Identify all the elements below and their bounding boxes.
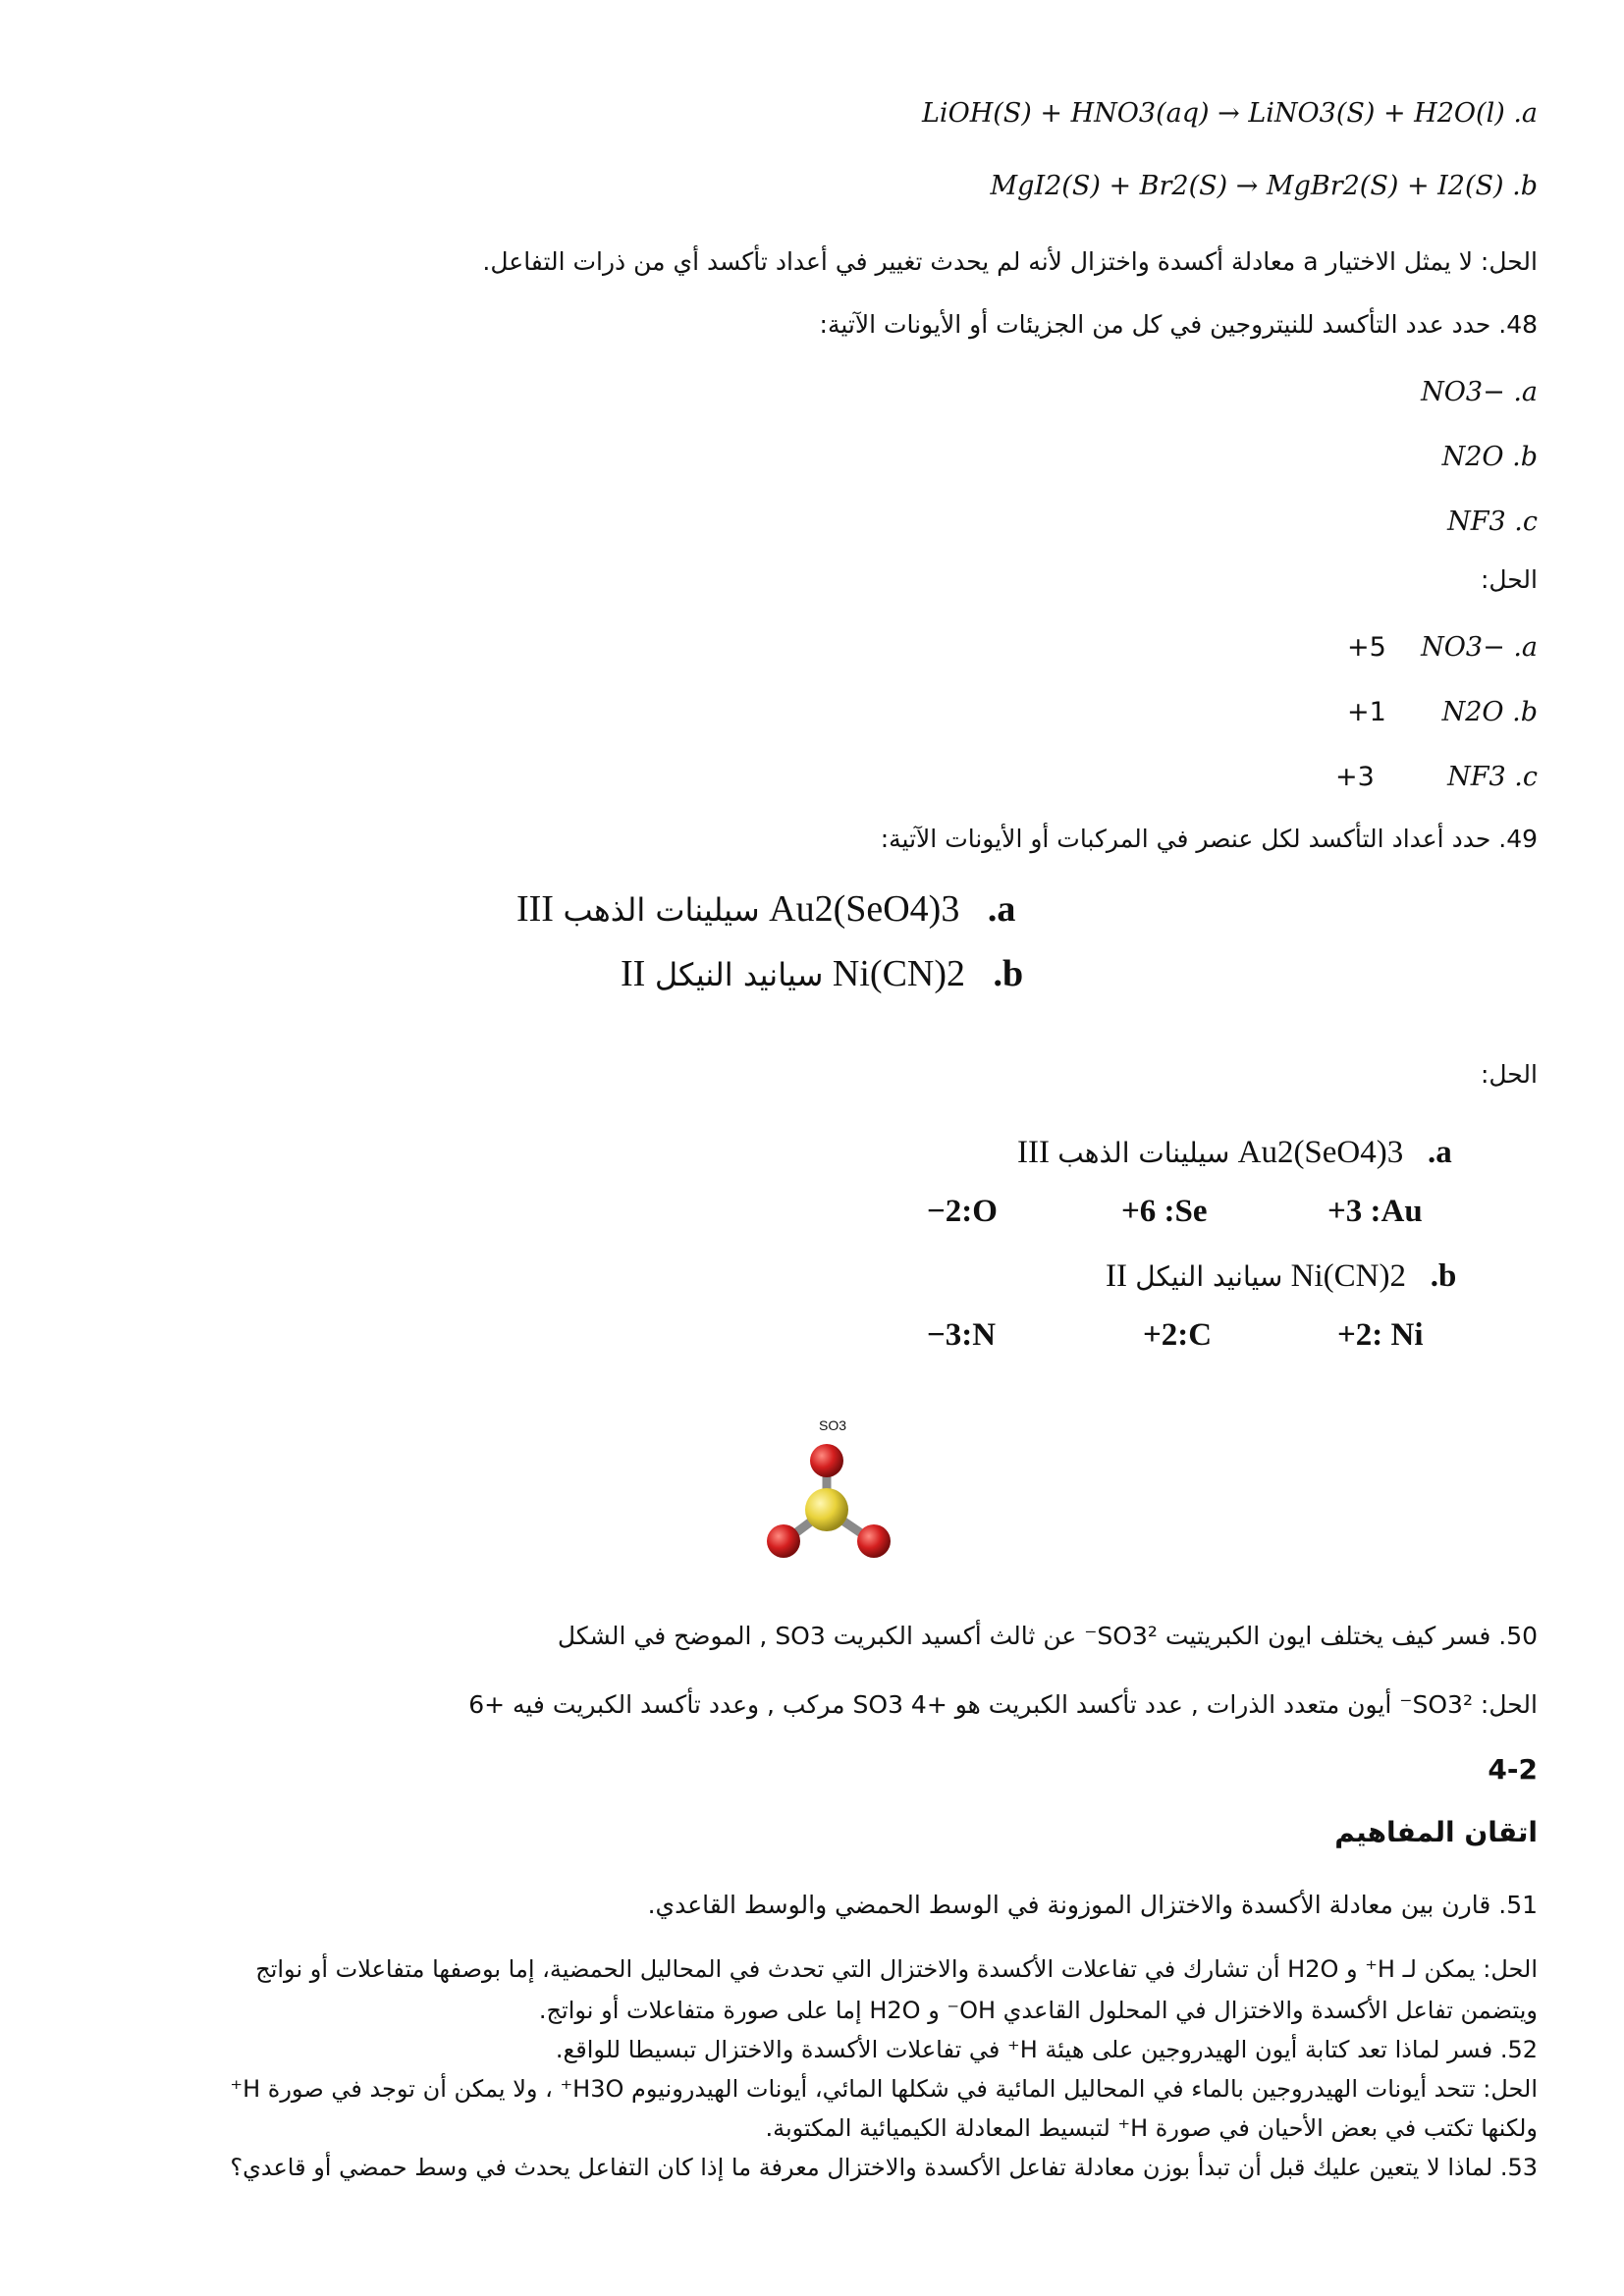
- q50-answer: الحل: SO3²⁻ أيون متعدد الذرات , عدد تأكسد الكبريت هو +4 SO3 مركب , وعدد تأكسد الكبريت فيه +6: [468, 1690, 1538, 1719]
- q50-question: 50. فسر كيف يختلف ايون الكبريتيت SO3²⁻ عن ثالث أكسيد الكبريت SO3 , الموضح في الشكل: [557, 1622, 1538, 1650]
- q48-sol-c: NF3 .c: [1447, 762, 1538, 792]
- q49-item-b-roman: II: [621, 953, 646, 994]
- q49-item-a-roman: III: [516, 888, 554, 930]
- q53-question: 53. لماذا لا يتعين عليك قبل أن تبدأ بوزن معادلة تفاعل الأكسدة والاختزال معرفة ما إذا كان التفاعل يحدث في وسط حمضي أو قاعدي؟: [230, 2154, 1538, 2181]
- q49-sol-b-head-formula: Ni(CN)2: [1290, 1258, 1406, 1294]
- q49-sol-b-carbon: +2:C: [1143, 1317, 1213, 1353]
- q48-sol-b-value: +1: [1347, 697, 1386, 727]
- section-number: 4-2: [1488, 1753, 1538, 1786]
- q52-answer-line1: الحل: تتحد أيونات الهيدروجين بالماء في المحاليل المائية في شكلها المائي، أيونات الهيدرونيوم H3O⁺ ، ولا يمكن أن توجد في صورة H⁺: [230, 2075, 1538, 2103]
- so3-sulfur-atom: [805, 1488, 848, 1531]
- q49-item-b-name: سيانيد النيكل: [654, 956, 824, 993]
- section-title: اتقان المفاهيم: [1334, 1816, 1538, 1848]
- q49-item-b-formula: Ni(CN)2: [832, 953, 966, 994]
- q49-item-a-letter: .a: [987, 888, 1016, 930]
- q49-sol-b-nitrogen: −3:N: [927, 1317, 997, 1353]
- q51-answer-line1: الحل: يمكن لـ H⁺ و H2O أن تشارك في تفاعلات الأكسدة والاختزال التي تحدث في المحاليل الحمضية، إما بوصفها متفاعلات أو نواتج: [255, 1955, 1538, 1983]
- so3-oxygen-atom-top: [810, 1444, 843, 1477]
- q49-sol-b-nickel: +2: Ni: [1337, 1317, 1424, 1353]
- so3-figure-label: SO3: [819, 1417, 847, 1433]
- q47-equation-b: MgI2(S) + Br2(S) → MgBr2(S) + I2(S) .b: [990, 171, 1538, 201]
- q48-item-c: NF3 .c: [1447, 507, 1538, 537]
- q49-sol-a-head-formula: Au2(SeO4)3: [1237, 1135, 1404, 1170]
- q48-item-b: N2O .b: [1441, 442, 1538, 472]
- q52-answer-line2: ولكنها تكتب في بعض الأحيان في صورة H⁺ لتبسيط المعادلة الكيميائية المكتوبة.: [765, 2114, 1538, 2142]
- q48-item-a: NO3− .a: [1421, 377, 1538, 407]
- q49-sol-b-head: [1106, 1258, 1456, 1295]
- q49-sol-b-head-name: سيانيد النيكل: [1135, 1260, 1283, 1293]
- q49-sol-a-gold: +3 :Au: [1327, 1194, 1423, 1229]
- q49-sol-a-head-name: سيلينات الذهب: [1057, 1137, 1230, 1169]
- q49-question: 49. حدد أعداد التأكسد لكل عنصر في المركبات أو الأيونات الآتية:: [880, 825, 1538, 853]
- q48-sol-a-value: +5: [1347, 632, 1386, 663]
- q49-item-b: [621, 952, 1023, 995]
- q49-sol-a-selenium: +6 :Se: [1121, 1194, 1208, 1229]
- q51-answer-line2: ويتضمن تفاعل الأكسدة والاختزال في المحلول القاعدي OH⁻ و H2O إما على صورة متفاعلات أو نواتج.: [538, 1997, 1538, 2024]
- q49-sol-b-head-roman: II: [1106, 1258, 1127, 1294]
- q48-sol-a: NO3− .a: [1421, 632, 1538, 663]
- so3-molecule-figure: [756, 1433, 903, 1580]
- q49-item-b-letter: .b: [993, 953, 1024, 994]
- q48-solution-label: الحل:: [1480, 565, 1538, 594]
- so3-oxygen-atom-right: [857, 1524, 891, 1558]
- so3-oxygen-atom-left: [767, 1524, 800, 1558]
- q49-sol-a-head-letter: .a: [1428, 1135, 1452, 1170]
- q49-sol-a-head: [1017, 1135, 1452, 1171]
- q49-sol-b-head-letter: .b: [1430, 1258, 1457, 1294]
- q49-solution-label: الحل:: [1480, 1060, 1538, 1089]
- q49-sol-a-oxygen: −2:O: [927, 1194, 998, 1229]
- q49-item-a-formula: Au2(SeO4)3: [769, 888, 960, 930]
- q48-sol-c-value: +3: [1335, 762, 1375, 792]
- q47-equation-a: LiOH(S) + HNO3(aq) → LiNO3(S) + H2O(l) .a: [922, 98, 1538, 129]
- q49-item-a: [516, 887, 1015, 931]
- q49-item-a-name: سيلينات الذهب: [563, 891, 760, 929]
- q47-answer: الحل: لا يمثل الاختيار a معادلة أكسدة واختزال لأنه لم يحدث تغيير في أعداد تأكسد أي من ذرات التفاعل.: [482, 247, 1538, 276]
- q48-question: 48. حدد عدد التأكسد للنيتروجين في كل من الجزيئات أو الأيونات الآتية:: [819, 310, 1538, 339]
- q52-question: 52. فسر لماذا تعد كتابة أيون الهيدروجين على هيئة H⁺ في تفاعلات الأكسدة والاختزال تبسيطا للواقع.: [555, 2036, 1538, 2063]
- q48-sol-b: N2O .b: [1441, 697, 1538, 727]
- q49-sol-a-head-roman: III: [1017, 1135, 1050, 1170]
- q51-question: 51. قارن بين معادلة الأكسدة والاختزال الموزونة في الوسط الحمضي والوسط القاعدي.: [647, 1891, 1538, 1919]
